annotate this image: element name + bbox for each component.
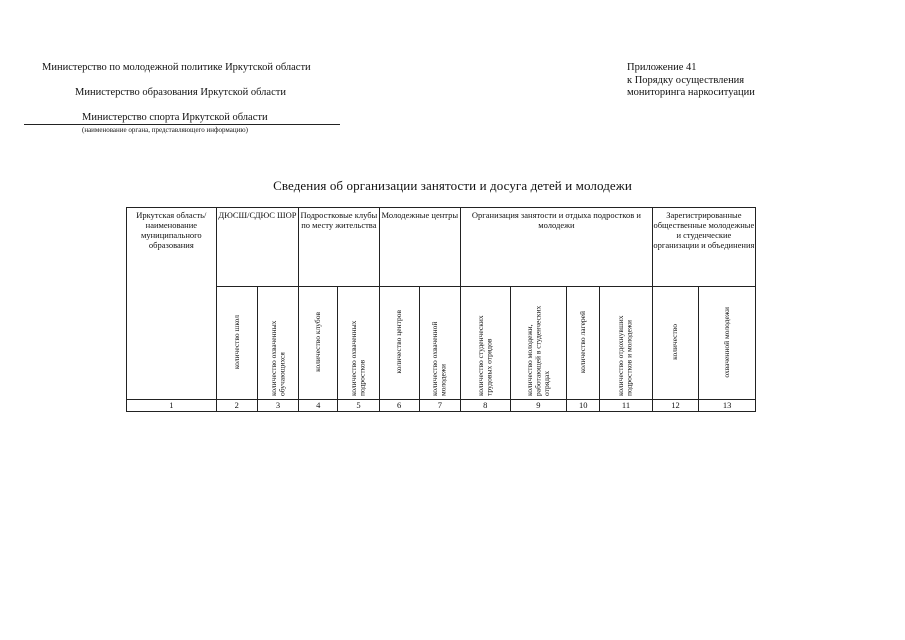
subheader-org-youth: охваченной молодежи: [721, 306, 731, 378]
subheader-cell: [699, 287, 756, 400]
table-subheader-row: [127, 287, 756, 400]
subheader-cell: [299, 287, 338, 400]
column-number: 2: [216, 400, 257, 412]
header-sport-schools: ДЮСШ/СДЮС ШОР: [216, 208, 298, 287]
header-employment: Организация занятости и отдыха подростков и молодежи: [461, 208, 653, 287]
subheader-teens: количество охваченных подростков: [348, 320, 367, 396]
column-number: 7: [419, 400, 460, 412]
subheader-clubs: количество клубов: [312, 312, 322, 372]
column-number: 9: [510, 400, 567, 412]
column-number-row: [127, 400, 756, 412]
appendix-ref-1: к Порядку осуществления: [627, 74, 745, 86]
column-number: 10: [567, 400, 600, 412]
subheader-cell: [600, 287, 653, 400]
header-youth-centers: Молодежные центры: [379, 208, 460, 287]
subheader-cell: [338, 287, 379, 400]
subheader-centers: количество центров: [393, 310, 403, 374]
subheader-cell: [652, 287, 698, 400]
appendix-ref-2: мониторинга наркоситуации: [627, 87, 755, 98]
signature-rule: [24, 124, 340, 125]
column-number: 3: [257, 400, 298, 412]
header-teen-clubs: Подростковые клубы по месту жительства: [299, 208, 379, 287]
subheader-cell: [379, 287, 419, 400]
column-number: 4: [299, 400, 338, 412]
subheader-cell: [419, 287, 460, 400]
column-number: 12: [652, 400, 698, 412]
header-region: Иркутская область/ наименование муниципального образования: [127, 208, 217, 400]
subheader-cell: [510, 287, 567, 400]
org-education: Министерство образования Иркутской области: [75, 87, 286, 98]
subheader-cell: [216, 287, 257, 400]
column-number: 6: [379, 400, 419, 412]
subheader-schools: количество школ: [231, 314, 241, 370]
header-registered: Зарегистрированные общественные молодежные и студенческие организации и объединения: [652, 208, 755, 287]
column-number: 1: [127, 400, 217, 412]
subheader-cell: [461, 287, 510, 400]
subheader-rested: количество отдохнувших подростков и молодежи: [616, 315, 634, 396]
column-number: 11: [600, 400, 653, 412]
table-header-row: [127, 208, 756, 287]
subheader-camps: количество лагерей: [577, 310, 587, 374]
report-table: [126, 207, 756, 412]
subheader-cell: [257, 287, 298, 400]
subheader-squad-youth: количество молодежи, работающей в студенческих отрядах: [524, 305, 551, 396]
subheader-org-count: количество: [670, 324, 680, 360]
subheader-labor-squads: количество студенческих трудовых отрядов: [475, 315, 494, 396]
org-caption: (наименование органа, представляющего информацию): [82, 126, 248, 134]
subheader-students: количество охваченных обучающихся: [268, 320, 287, 396]
subheader-cell: [567, 287, 600, 400]
org-youth-policy: Министерство по молодежной политике Иркутской области: [42, 62, 311, 73]
column-number: 8: [461, 400, 510, 412]
document-title: Сведения об организации занятости и досуга детей и молодежи: [273, 178, 632, 193]
column-number: 13: [699, 400, 756, 412]
org-sport: Министерство спорта Иркутской области: [82, 112, 268, 123]
subheader-youth-covered: количество охваченной молодежи: [430, 321, 448, 396]
column-number: 5: [338, 400, 379, 412]
appendix-note: [627, 62, 755, 100]
appendix-number: Приложение 41: [627, 62, 697, 73]
